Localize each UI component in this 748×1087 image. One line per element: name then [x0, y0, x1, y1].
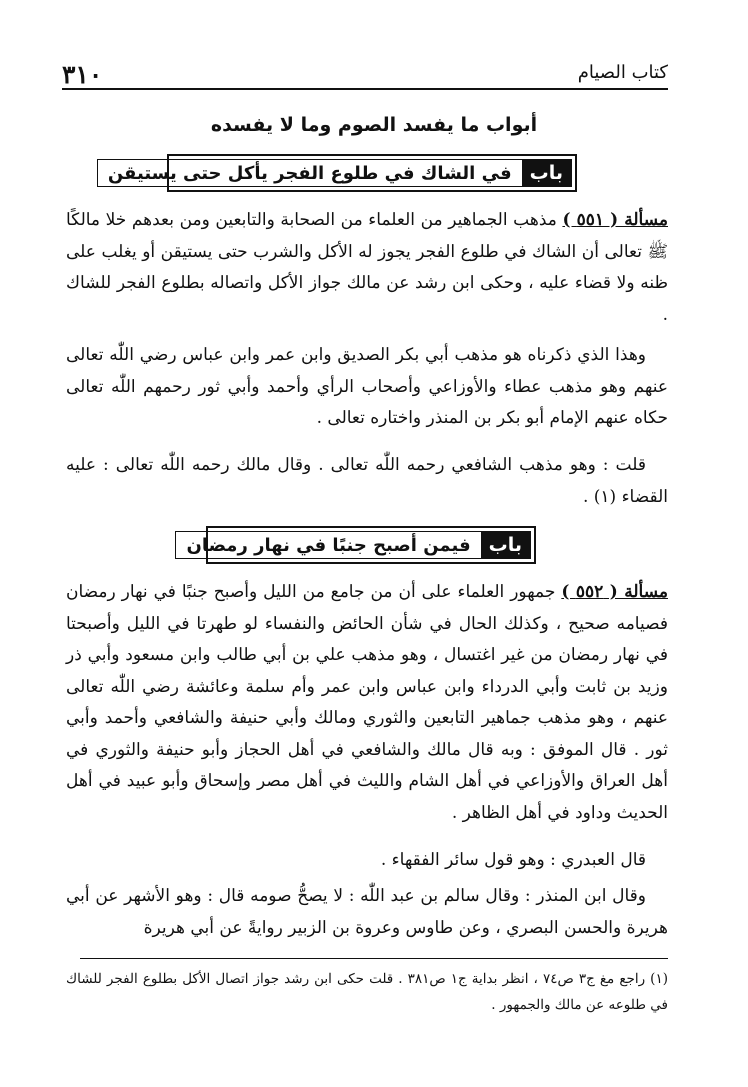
paragraph-text: مذهب الجماهير من العلماء من الصحابة والتابعين ومن بعدهم خلا مالكًا ﷺ تعالى أن الشاك في طلوع الفجر يجوز له الأكل والشرب حتى يستيقن أو يغلب على ظنه ولا قضاء عليه ، وحكى ابن رشد عن مالك جواز الأكل واتصاله بطلوع الفجر للشاك . [66, 210, 668, 325]
section-title: فيمن أصبح جنبًا في نهار رمضان [186, 534, 471, 556]
issue-number: مسألة ( ٥٥١ ) [562, 210, 668, 230]
paragraph-551 [66, 205, 668, 331]
bab-label: باب [522, 160, 571, 186]
section-heading-frame [97, 159, 572, 187]
footnote-rule [80, 958, 668, 959]
page-number: ٣١٠ [62, 60, 103, 89]
header-rule [62, 88, 668, 90]
paragraph-552-b [66, 845, 668, 877]
section-heading-frame [175, 531, 531, 559]
bab-label: باب [481, 532, 530, 558]
paragraph-text: قال العبدري : وهو قول سائر الفقهاء . [380, 850, 646, 870]
footnote: (١) راجع مغ ج٣ ص٧٤ ، انظر بداية ج١ ص٣٨١ . قلت حكى ابن رشد جواز اتصال الأكل بطلوع الفجر للشاك في طلوعه عن مالك والجمهور . [66, 971, 668, 1013]
paragraph-text: وقال ابن المنذر : وقال سالم بن عبد اللّٰه : لا يصحُّ صومه قال : وهو الأشهر عن أبي هريرة والحسن البصري ، وعن طاوس وعروة بن الزبير روايةً عن أبي هريرة [66, 886, 668, 938]
paragraph-551-b [66, 340, 668, 435]
paragraph-text: قلت : وهو مذهب الشافعي رحمه اللّٰه تعالى . وقال مالك رحمه اللّٰه تعالى : عليه القضاء (١) . [66, 455, 668, 507]
paragraph-551-c [66, 450, 668, 513]
paragraph-552 [66, 577, 668, 829]
section-title: في الشاك في طلوع الفجر يأكل حتى يستيقن [107, 162, 512, 184]
section-heading-2 [186, 526, 536, 564]
paragraph-text: وهذا الذي ذكرناه هو مذهب أبي بكر الصديق وابن عمر وابن عباس رضي اللّٰه تعالى عنهم وهو مذهب عطاء والأوزاعي وأصحاب الرأي وأحمد وأبي ثور رحمهم اللّٰه تعالى حكاه عنهم الإمام أبو بكر بن المنذر واختاره تعالى . [66, 345, 668, 428]
chapter-title: أبواب ما يفسد الصوم وما لا يفسده [210, 114, 538, 136]
paragraph-text: جمهور العلماء على أن من جامع من الليل وأصبح جنبًا في نهار رمضان فصيامه صحيح ، وكذلك الحال في شأن الحائض والنفساء لو طهرتا في الليل وأصبحتا في نهار رمضان من غير اغتسال ، وهو مذهب علي بن أبي طالب وابن مسعود وأبي ذر وزيد بن ثابت وأبي الدرداء وابن عباس وابن عمر وأم سلمة وعائشة رضي اللّٰه تعالى عنهم ، وهو مذهب جماهير التابعين والثوري ومالك وأبي حنيفة والشافعي وأحمد وأبي ثور . قال الموفق : وبه قال مالك والشافعي في أهل الحجاز وأبو حنيفة والثوري في أهل العراق والأوزاعي في أهل الشام والليث في أهل مصر وإسحاق وأبو عبيد في أهل الحديث وداود في أهل الظاهر . [66, 582, 668, 823]
book-title: كتاب الصيام [577, 62, 668, 83]
paragraph-552-c [66, 881, 668, 944]
section-heading-1 [107, 154, 577, 192]
issue-number: مسألة ( ٥٥٢ ) [561, 582, 668, 602]
